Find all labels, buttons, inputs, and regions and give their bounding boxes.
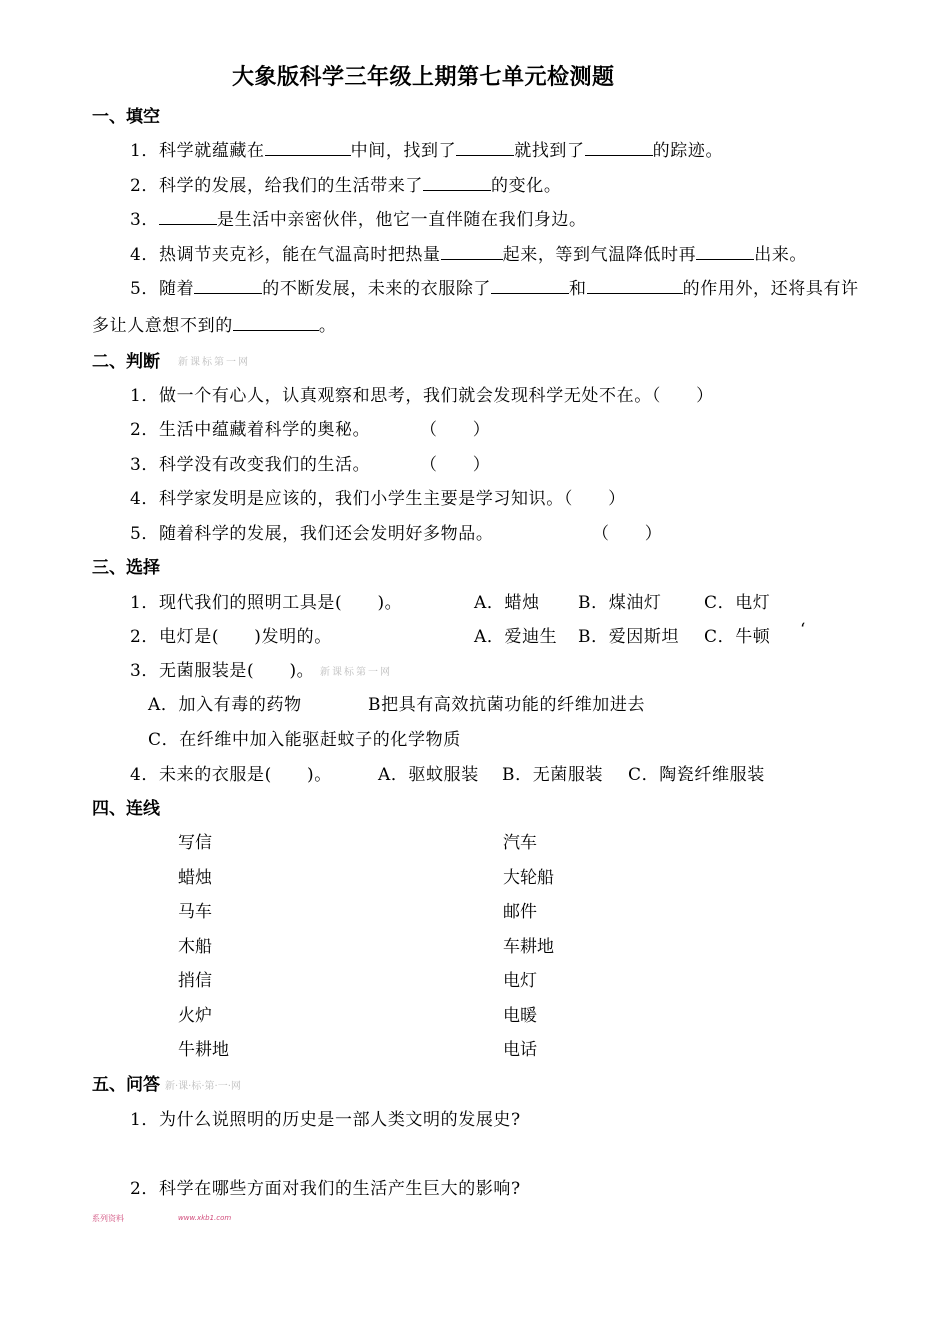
match-right-item[interactable]: 汽车 <box>503 833 537 853</box>
watermark: 新课标第一网 <box>178 357 250 368</box>
match-right-item[interactable]: 电话 <box>503 1040 537 1060</box>
qa-question-1: 1．为什么说照明的历史是一部人类文明的发展史? <box>130 1110 521 1130</box>
judge-question-1: 1．做一个有心人，认真观察和思考，我们就会发现科学无处不在。（ ） <box>130 386 714 406</box>
fill-question-1: 1．科学就蕴藏在 中间，找到了 就找到了 的踪迹。 <box>130 136 723 161</box>
section-heading-match: 四、连线 <box>92 799 160 819</box>
match-right-item[interactable]: 车耕地 <box>503 937 554 957</box>
blank[interactable] <box>194 275 262 294</box>
judge-question-3: 3．科学没有改变我们的生活。 <box>130 455 371 475</box>
section-heading-judge: 二、判断 <box>92 352 160 372</box>
judge-question-4: 4．科学家发明是应该的，我们小学生主要是学习知识。（ ） <box>130 489 626 509</box>
judge-question-2: 2．生活中蕴藏着科学的奥秘。 <box>130 420 371 440</box>
choice-option-a[interactable]: A．加入有毒的药物 <box>148 695 302 715</box>
stray-mark: ‘ <box>800 620 807 640</box>
blank[interactable] <box>233 312 319 331</box>
section-heading-fill: 一、填空 <box>92 107 160 127</box>
choice-option-c[interactable]: C．陶瓷纤维服装 <box>628 765 765 785</box>
match-right-item[interactable]: 邮件 <box>503 902 537 922</box>
choice-question-4: 4．未来的衣服是( )。 <box>130 765 332 785</box>
page-title: 大象版科学三年级上期第七单元检测题 <box>232 65 615 90</box>
blank[interactable] <box>265 137 351 156</box>
match-left-item[interactable]: 木船 <box>178 937 212 957</box>
fill-question-5-continued: 多让人意想不到的 。 <box>92 311 336 336</box>
match-right-item[interactable]: 电灯 <box>503 971 537 991</box>
match-right-item[interactable]: 大轮船 <box>503 868 554 888</box>
footer-left-text: 系列资料 <box>92 1214 124 1223</box>
fill-question-2: 2．科学的发展，给我们的生活带来了 的变化。 <box>130 171 561 196</box>
fill-question-4: 4．热调节夹克衫，能在气温高时把热量 起来，等到气温降低时再 出来。 <box>130 240 807 265</box>
blank[interactable] <box>491 275 569 294</box>
judge-answer-paren-3[interactable]: （ ） <box>420 455 491 475</box>
judge-question-5: 5．随着科学的发展，我们还会发明好多物品。 <box>130 524 494 544</box>
choice-question-1: 1．现代我们的照明工具是( )。 <box>130 593 403 613</box>
blank[interactable] <box>441 241 503 260</box>
match-left-item[interactable]: 写信 <box>178 833 212 853</box>
choice-option-c[interactable]: C．牛顿 <box>704 627 771 647</box>
match-right-item[interactable]: 电暖 <box>503 1006 537 1026</box>
choice-option-c[interactable]: C．电灯 <box>704 593 771 613</box>
blank[interactable] <box>585 137 653 156</box>
choice-option-a[interactable]: A．爱迪生 <box>474 627 558 647</box>
section-heading-qa: 五、问答 <box>92 1075 160 1095</box>
choice-option-b[interactable]: B．无菌服装 <box>502 765 604 785</box>
watermark: 新课标第一网 <box>320 667 392 678</box>
match-left-item[interactable]: 马车 <box>178 902 212 922</box>
choice-option-b[interactable]: B．爱因斯坦 <box>578 627 680 647</box>
blank[interactable] <box>159 206 217 225</box>
qa-question-2: 2．科学在哪些方面对我们的生活产生巨大的影响? <box>130 1179 521 1199</box>
fill-question-3: 3． 是生活中亲密伙伴，他它一直伴随在我们身边。 <box>130 205 587 230</box>
match-left-item[interactable]: 火炉 <box>178 1006 212 1026</box>
choice-option-b[interactable]: B把具有高效抗菌功能的纤维加进去 <box>368 695 646 715</box>
blank[interactable] <box>696 241 754 260</box>
blank[interactable] <box>587 275 683 294</box>
choice-question-2: 2．电灯是( )发明的。 <box>130 627 332 647</box>
choice-option-c[interactable]: C．在纤维中加入能驱赶蚊子的化学物质 <box>148 730 461 750</box>
judge-answer-paren-2[interactable]: （ ） <box>420 420 491 440</box>
choice-option-a[interactable]: A．驱蚊服装 <box>378 765 479 785</box>
choice-option-b[interactable]: B．煤油灯 <box>578 593 662 613</box>
judge-answer-paren-5[interactable]: （ ） <box>592 524 663 544</box>
match-left-item[interactable]: 牛耕地 <box>178 1040 229 1060</box>
blank[interactable] <box>456 137 514 156</box>
footer-url[interactable]: www.xkb1.com <box>178 1214 232 1222</box>
section-heading-choice: 三、选择 <box>92 558 160 578</box>
blank[interactable] <box>423 172 491 191</box>
match-left-item[interactable]: 捎信 <box>178 971 212 991</box>
choice-question-3: 3．无菌服装是( )。 <box>130 661 315 681</box>
watermark: 新·课·标·第·一·网 <box>165 1081 241 1092</box>
match-left-item[interactable]: 蜡烛 <box>178 868 212 888</box>
fill-question-5: 5．随着 的不断发展，未来的衣服除了 和 的作用外，还将具有许 <box>130 274 859 299</box>
choice-option-a[interactable]: A．蜡烛 <box>474 593 540 613</box>
